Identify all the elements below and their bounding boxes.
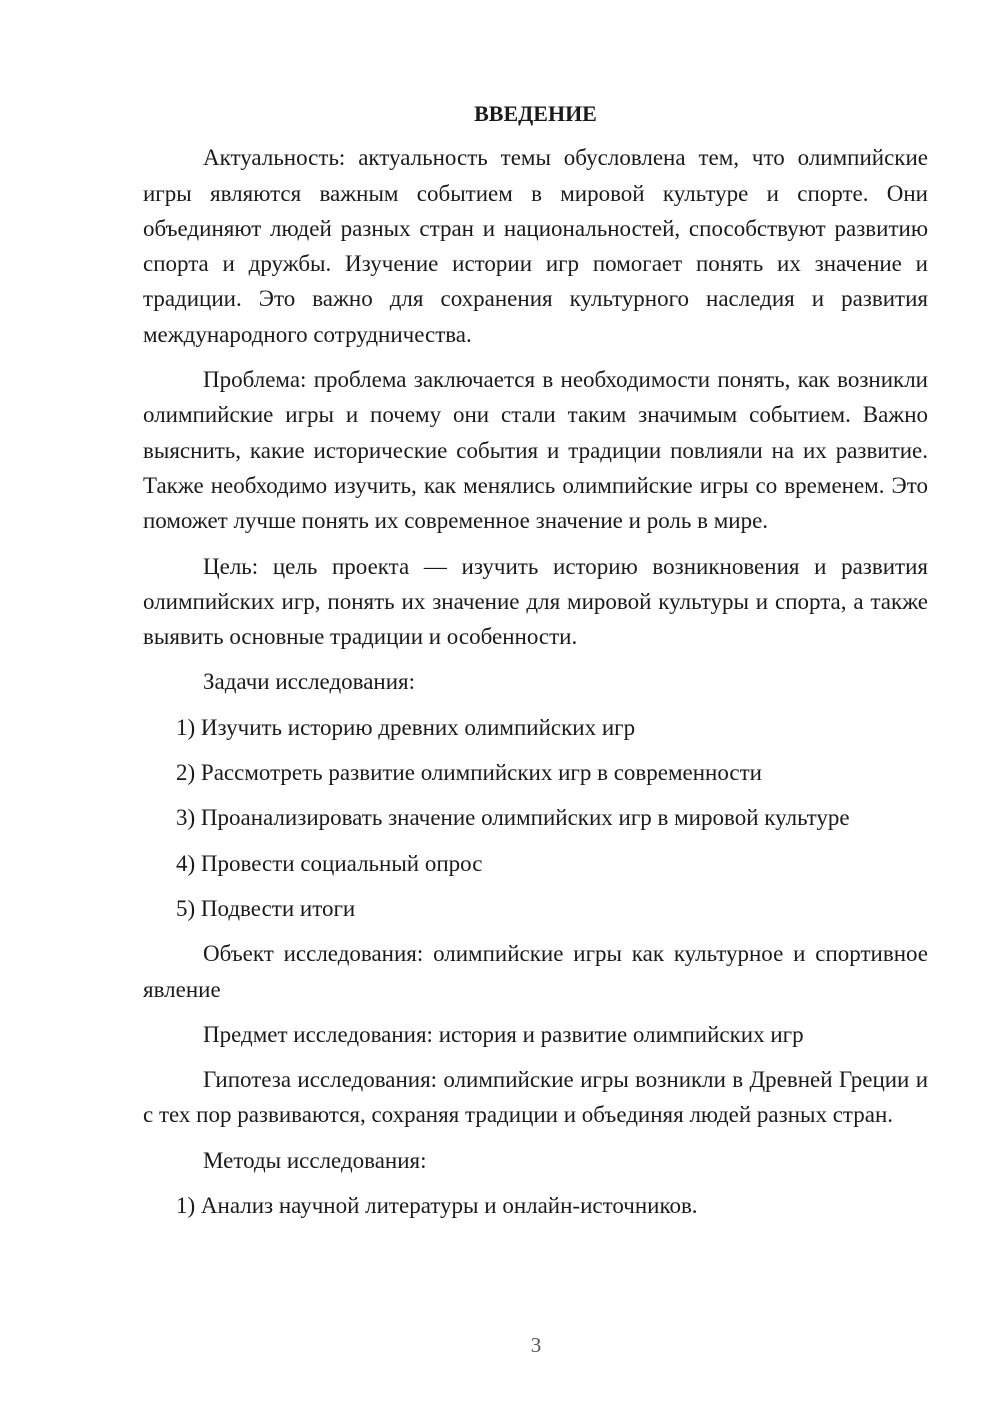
problem-paragraph: Проблема: проблема заключается в необходимости понять, как возникли олимпийские игры и почему они стали таким значимым событием. Важно выяснить, какие исторические события и традиции повлияли на их развитие. Также необходимо изучить, как менялись олимпийские игры со временем. Это поможет лучше понять их современное значение и роль в мире. bbox=[143, 367, 928, 534]
goal-paragraph: Цель: цель проекта — изучить историю возникновения и развития олимпийских игр, понять их значение для мировой культуры и спорта, а также выявить основные традиции и особенности. bbox=[143, 553, 928, 650]
object-paragraph: Объект исследования: олимпийские игры как культурное и спортивное явление bbox=[143, 941, 928, 1002]
method-item: 1) Анализ научной литературы и онлайн-источников. bbox=[176, 1193, 698, 1219]
hypothesis-paragraph: Гипотеза исследования: олимпийские игры возникли в Древней Греции и с тех пор развиваются, сохраняя традиции и объединяя людей разных стран. bbox=[143, 1067, 928, 1128]
document-page bbox=[143, 96, 928, 1233]
task-item: 3) Проанализировать значение олимпийских игр в мировой культуре bbox=[176, 805, 850, 831]
task-item: 4) Провести социальный опрос bbox=[176, 850, 483, 876]
subject-paragraph: Предмет исследования: история и развитие олимпийских игр bbox=[203, 1021, 804, 1047]
section-title: ВВЕДЕНИЕ bbox=[474, 101, 597, 126]
page-number: 3 bbox=[530, 1333, 542, 1357]
tasks-label: Задачи исследования: bbox=[203, 669, 416, 695]
relevance-paragraph: Актуальность: актуальность темы обусловлена тем, что олимпийские игры являются важным событием в мировой культуре и спорте. Они объединяют людей разных стран и национальностей, способствуют развитию спорта и дружбы. Изучение истории игр помогает понять их значение и традиции. Это важно для сохранения культурного наследия и развития международного сотрудничества. bbox=[143, 145, 928, 347]
task-item: 1) Изучить историю древних олимпийских игр bbox=[176, 714, 636, 740]
task-item: 5) Подвести итоги bbox=[176, 895, 356, 921]
methods-label: Методы исследования: bbox=[203, 1147, 427, 1173]
task-item: 2) Рассмотреть развитие олимпийских игр в современности bbox=[176, 760, 762, 786]
